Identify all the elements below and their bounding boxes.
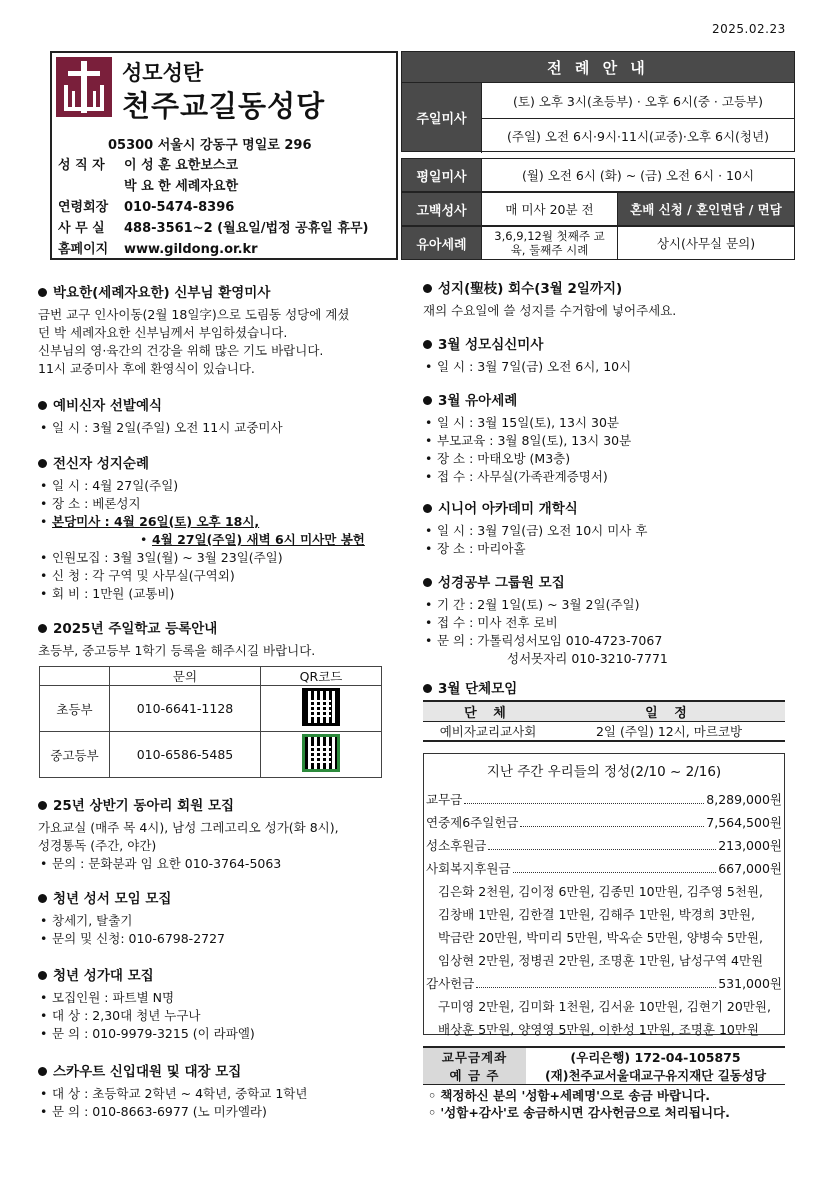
offering-row: 사회복지후원금 667,000원 (424, 857, 784, 880)
table-row: 초등부 010-6641-1128 (40, 686, 382, 732)
group-meeting-section (423, 680, 517, 702)
section-title: 시니어 아카데미 개학식 (423, 500, 647, 518)
group-meeting-table: 단 체 일 정 예비자교리교사회 2일 (주일) 12시, 마르코방 (423, 700, 785, 742)
catechumen-section: 예비신자 선발예식 • 일 시 : 3월 2일(주일) 오전 11시 교중미사 (38, 397, 283, 437)
section-title: 예비신자 선발예식 (38, 397, 283, 415)
section-title: 2025년 주일학교 등록안내 (38, 620, 315, 638)
confession-row: 고백성사 매 미사 20분 전 혼배 신청 / 혼인면담 / 면담 (401, 192, 795, 226)
section-title: 3월 유아세례 (423, 392, 631, 410)
account-note: ◦ '성함+감사'로 송금하시면 감사헌금으로 처리됩니다. (428, 1105, 730, 1120)
office-row: 사 무 실 488-3561~2 (월요일/법정 공휴일 휴무) (58, 221, 369, 236)
section-title: 박요한(세례자요한) 신부님 환영미사 (38, 284, 349, 302)
homepage-row: 홈페이지 www.gildong.or.kr (58, 242, 258, 257)
section-title: 성경공부 그룹원 모집 (423, 574, 668, 592)
clergy-row-2: 박 요 한 세례자요한 (124, 179, 239, 194)
qr-code-icon[interactable] (302, 688, 340, 726)
bible-study-section: 성경공부 그룹원 모집 • 기 간 : 2월 1일(토) ~ 3월 2일(주일) • 접 수 : 미사 전후 로비 • 문 의 : 가톨릭성서모임 010-4723-7067 성서못자리 010-3210-7771 (423, 574, 668, 668)
table-row: 중고등부 010-6586-5485 (40, 732, 382, 778)
offering-row: 연중제6주일헌금 7,564,500원 (424, 811, 784, 834)
senior-academy-section: 시니어 아카데미 개학식 • 일 시 : 3월 7일(금) 오전 10시 미사 후 • 장 소 : 마리아홀 (423, 500, 647, 558)
section-title: 25년 상반기 동아리 회원 모집 (38, 797, 339, 815)
parish-name: 천주교길동성당 (122, 89, 326, 123)
issue-date: 2025.02.23 (712, 22, 786, 36)
cross-icon (56, 57, 112, 117)
section-title: 성지(聖枝) 회수(3월 2일까지) (423, 280, 676, 298)
offering-row: 성소후원금 213,000원 (424, 834, 784, 857)
palm-return-section: 성지(聖枝) 회수(3월 2일까지) 재의 수요일에 쓸 성지를 수거함에 넣어주세요. (423, 281, 677, 318)
parish-name-top: 성모성탄 (122, 61, 204, 85)
offering-row: 교무금 8,289,000원 (424, 788, 784, 811)
offering-box (423, 753, 785, 1035)
infant-baptism-section: 3월 유아세례 • 일 시 : 3월 15일(토), 13시 30분 • 부모교육 : 3월 8일(토), 13시 30분 • 장 소 : 마태오방 (M3층) • 접 수 : 사무실(가족관계증명서) (423, 392, 631, 486)
pilgrimage-section: 전신자 성지순례 • 일 시 : 4월 27일(주일) • 장 소 : 베론성지 • 본당미사 : 4월 26일(토) 오후 18시, • 4월 27일(주일) 새벽 6시 미사만 봉헌 • 인원모집 : 3월 3일(월) ~ 3월 23일(주일) • 신 청 : 각 구역 및 사무실(구역외) • 회 비 : 1만원 (교통비) (38, 455, 365, 603)
welcome-mass-section: 박요한(세례자요한) 신부님 환영미사 금번 교구 인사이동(2월 18일字)으로 도림동 성당에 계셨 던 박 세례자요한 신부님께서 부임하셨습니다. 신부님의 영·육간의 건강을 위해 많은 기도 바랍니다. 11시 교중미사 후에 환영식이 있습니다. (38, 285, 350, 376)
table-row: 예비자교리교사회 2일 (주일) 12시, 마르코방 (423, 722, 785, 742)
club-section: 25년 상반기 동아리 회원 모집 가요교실 (매주 목 4시), 남성 그레고리오 성가(화 8시), 성경통독 (주간, 야간) • 문의 : 문화분과 임 요한 010-3764-5063 (38, 797, 339, 873)
clergy-row: 성 직 자 이 성 훈 요한보스코 (58, 158, 239, 173)
qr-code-icon[interactable] (302, 734, 340, 772)
section-title: 3월 성모심신미사 (423, 336, 631, 354)
weekday-mass-row: 평일미사 (월) 오전 6시 (화) ~ (금) 오전 6시 · 10시 (401, 158, 795, 192)
registration-table: 문의 QR코드 초등부 010-6641-1128 중고등부 010-6586-5485 (39, 666, 382, 778)
scout-section: 스카우트 신입대원 및 대장 모집 • 대 상 : 초등학교 2학년 ~ 4학년, 중학교 1학년 • 문 의 : 010-8663-6977 (노 미카엘라) (38, 1063, 307, 1121)
section-title: 청년 성서 모임 모집 (38, 890, 225, 908)
sunday-school-section: 2025년 주일학교 등록안내 초등부, 중고등부 1학기 등록을 해주시길 바랍니다. (38, 621, 316, 658)
section-title: 전신자 성지순례 (38, 455, 365, 473)
parish-address: 05300 서울시 강동구 명일로 296 (108, 138, 312, 153)
section-title: 3월 단체모임 (423, 680, 517, 698)
memorial-chair-row: 연령회장 010-5474-8396 (58, 200, 235, 215)
section-title: 스카우트 신입대원 및 대장 모집 (38, 1063, 307, 1081)
youth-bible-section: 청년 성서 모임 모집 • 창세기, 탈출기 • 문의 및 신청: 010-6798-2727 (38, 890, 225, 948)
account-table: 교무금계좌 (우리은행) 172-04-105875 예 금 주 (재)천주교서울대교구유지재단 길동성당 (423, 1046, 785, 1085)
offering-title: 지난 주간 우리들의 정성(2/10 ~ 2/16) (486, 764, 722, 780)
marian-mass-section: 3월 성모심신미사 • 일 시 : 3월 7일(금) 오전 6시, 10시 (423, 336, 631, 376)
section-title: 청년 성가대 모집 (38, 967, 255, 985)
donor-list: 김은화 2천원, 김이정 6만원, 김종민 10만원, 김주영 5천원, 김창배 1만원, 김한결 1만원, 김해주 1만원, 박경희 3만원, 박금란 20만원, 박미리 5만원, 박옥순 5만원, 양병숙 5만원, 임상현 2만원, 정병권 2만원, 조명훈 1만원, 남성구역 4만원 (438, 884, 764, 968)
parish-info-box (50, 51, 398, 260)
sunday-mass-row: 주일미사 (토) 오후 3시(초등부) · 오후 6시(중 · 고등부) (주일) 오전 6시·9시·11시(교중)·오후 6시(청년) (401, 82, 795, 152)
baptism-row: 유아세례 3,6,9,12월 첫째주 교육, 둘째주 시례 상시(사무실 문의) (401, 226, 795, 260)
donor-list: 구미영 2만원, 김미화 1천원, 김서윤 10만원, 김현기 20만원, 배상훈 5만원, 양영영 5만원, 이한성 1만원, 조명훈 10만원 (438, 999, 771, 1037)
parish-logo (56, 57, 112, 117)
offering-row: 감사헌금 531,000원 (424, 972, 784, 995)
worship-title: 전 례 안 내 (401, 51, 795, 83)
youth-choir-section: 청년 성가대 모집 • 모집인원 : 파트별 N명 • 대 상 : 2,30대 청년 누구나 • 문 의 : 010-9979-3215 (이 라파엘) (38, 967, 255, 1043)
account-note: ◦ 책정하신 분의 '성함+세례명'으로 송금 바랍니다. (428, 1088, 711, 1103)
